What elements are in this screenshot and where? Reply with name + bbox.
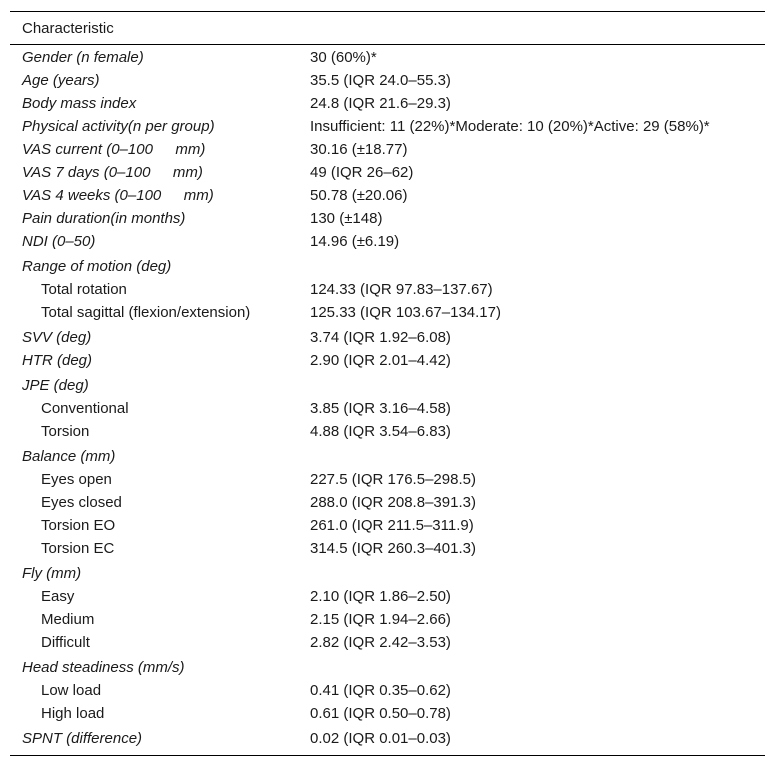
table-row [10, 161, 765, 184]
row-label: Total sagittal (flexion/extension) [41, 304, 251, 321]
row-value: 130 (±148) [310, 210, 383, 227]
characteristics-table [10, 11, 765, 756]
row-label: Physical activity(n per group) [22, 118, 215, 135]
table-row [10, 184, 765, 207]
row-value: 30.16 (±18.77) [310, 141, 408, 158]
row-label: SVV (deg) [22, 329, 92, 346]
table-row [10, 491, 765, 514]
row-value: 227.5 (IQR 176.5–298.5) [310, 471, 476, 488]
table-row [10, 69, 765, 92]
row-value: 50.78 (±20.06) [310, 187, 408, 204]
table-row [10, 654, 765, 679]
table-body [10, 45, 765, 755]
row-value: 0.41 (IQR 0.35–0.62) [310, 682, 451, 699]
row-label: HTR (deg) [22, 352, 93, 369]
row-label: Pain duration(in months) [22, 210, 186, 227]
row-label: Total rotation [41, 281, 127, 298]
row-label: Difficult [41, 634, 90, 651]
row-value: 0.61 (IQR 0.50–0.78) [310, 705, 451, 722]
row-label: Balance (mm) [22, 448, 116, 465]
table-row [10, 468, 765, 491]
table-header [10, 12, 765, 44]
table-row [10, 397, 765, 420]
row-label: VAS 4 weeks (0–100 mm) [22, 187, 214, 204]
table-row [10, 115, 765, 138]
row-label: SPNT (difference) [22, 730, 143, 747]
row-label: Age (years) [22, 72, 100, 89]
row-value: 2.90 (IQR 2.01–4.42) [310, 352, 451, 369]
row-label: High load [41, 705, 105, 722]
table-row [10, 138, 765, 161]
table-row [10, 278, 765, 301]
table-row [10, 560, 765, 585]
header-characteristic: Characteristic [22, 19, 114, 37]
row-value: 4.88 (IQR 3.54–6.83) [310, 423, 451, 440]
table-row [10, 537, 765, 560]
row-label: Fly (mm) [22, 565, 82, 582]
row-label: Eyes open [41, 471, 112, 488]
table-row [10, 443, 765, 468]
row-label: Low load [41, 682, 102, 699]
table-row [10, 679, 765, 702]
row-label: Range of motion (deg) [22, 258, 172, 275]
row-value: 30 (60%)* [310, 49, 377, 66]
table-row [10, 514, 765, 537]
row-label: NDI (0–50) [22, 233, 96, 250]
table-row [10, 631, 765, 654]
table-row [10, 372, 765, 397]
row-label: Easy [41, 588, 75, 605]
table-row [10, 725, 765, 750]
row-label: Gender (n female) [22, 49, 144, 66]
table-bottom-rule [10, 755, 765, 756]
table-row [10, 702, 765, 725]
row-value: 2.15 (IQR 1.94–2.66) [310, 611, 451, 628]
table-row [10, 585, 765, 608]
table-row [10, 46, 765, 69]
row-label: VAS 7 days (0–100 mm) [22, 164, 203, 181]
table-row [10, 253, 765, 278]
row-label: Conventional [41, 400, 129, 417]
row-label: Body mass index [22, 95, 137, 112]
row-label: Eyes closed [41, 494, 122, 511]
row-value: 3.85 (IQR 3.16–4.58) [310, 400, 451, 417]
row-value: 49 (IQR 26–62) [310, 164, 414, 181]
row-label: VAS current (0–100 mm) [22, 141, 206, 158]
row-value: 288.0 (IQR 208.8–391.3) [310, 494, 476, 511]
table-row [10, 608, 765, 631]
row-label: Medium [41, 611, 95, 628]
row-value: 14.96 (±6.19) [310, 233, 400, 250]
table-row [10, 301, 765, 324]
row-label: JPE (deg) [22, 377, 89, 394]
row-value: 261.0 (IQR 211.5–311.9) [310, 517, 474, 534]
table-row [10, 324, 765, 349]
table-row [10, 92, 765, 115]
row-value: Insufficient: 11 (22%)*Moderate: 10 (20%)*Active: 29 (58%)* [310, 118, 710, 135]
table-row [10, 230, 765, 253]
row-value: 3.74 (IQR 1.92–6.08) [310, 329, 451, 346]
table-row [10, 207, 765, 230]
table-row [10, 420, 765, 443]
row-label: Torsion [41, 423, 90, 440]
row-value: 2.82 (IQR 2.42–3.53) [310, 634, 451, 651]
row-value: 314.5 (IQR 260.3–401.3) [310, 540, 476, 557]
row-value: 2.10 (IQR 1.86–2.50) [310, 588, 451, 605]
row-label: Head steadiness (mm/s) [22, 659, 185, 676]
row-value: 35.5 (IQR 24.0–55.3) [310, 72, 451, 89]
row-value: 24.8 (IQR 21.6–29.3) [310, 95, 451, 112]
row-value: 124.33 (IQR 97.83–137.67) [310, 281, 493, 298]
row-label: Torsion EC [41, 540, 115, 557]
row-value: 125.33 (IQR 103.67–134.17) [310, 304, 501, 321]
row-value: 0.02 (IQR 0.01–0.03) [310, 730, 451, 747]
row-label: Torsion EO [41, 517, 116, 534]
table-row [10, 349, 765, 372]
